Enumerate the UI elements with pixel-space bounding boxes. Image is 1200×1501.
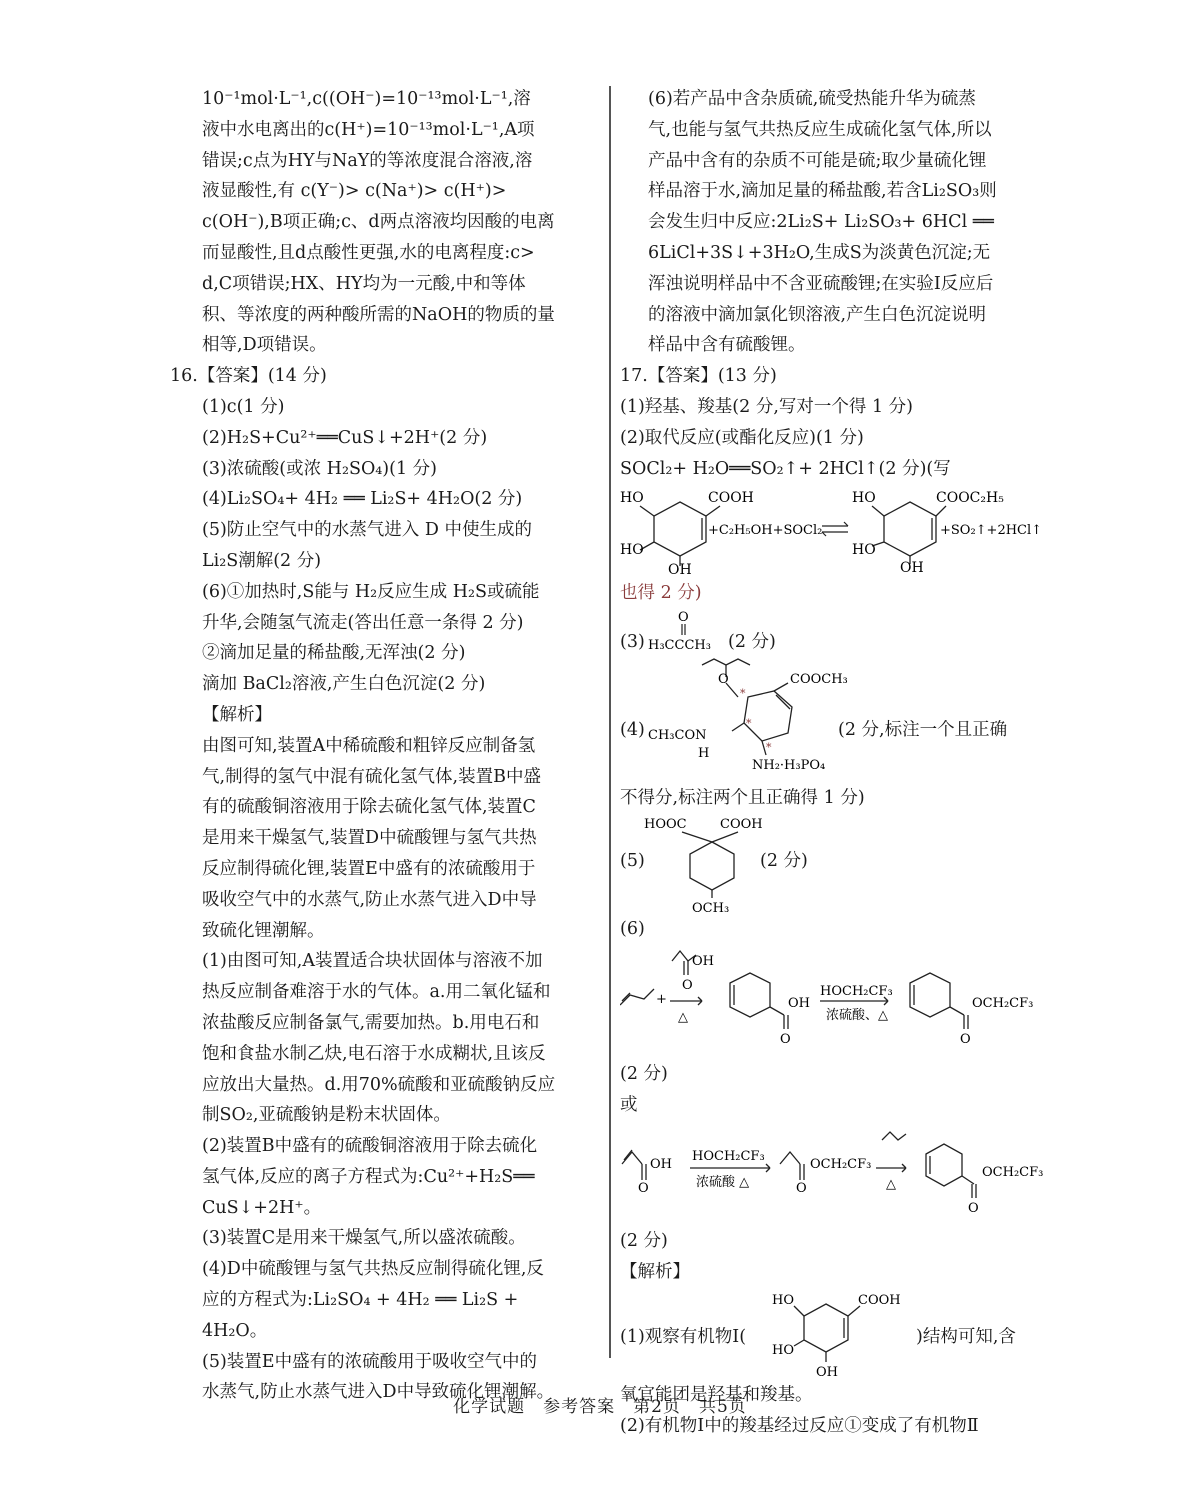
analysis-1b: )结构可知,含 xyxy=(916,1326,1016,1347)
text-line: 吸收空气中的水蒸气,防止水蒸气进入D中导 xyxy=(202,889,537,910)
cooch3-label: COOCH₃ xyxy=(790,672,848,688)
ho-label-3: HO xyxy=(852,490,876,507)
q17-3-label: (3) xyxy=(620,632,645,653)
product-structure xyxy=(872,502,946,564)
text-line: (1)由图可知,A装置适合块状固体与溶液不加 xyxy=(202,951,543,972)
text-line: 样品溶于水,滴加足量的稀盐酸,若含Li₂SO₃则 xyxy=(648,181,997,202)
acid-o: O xyxy=(780,1031,791,1047)
esterification-equation xyxy=(620,484,1048,574)
text-line: 而显酸性,且d点酸性更强,水的电离程度:c> xyxy=(202,242,535,263)
q16-answers xyxy=(172,392,600,700)
h2so4-condition-b: 浓硫酸 △ xyxy=(696,1175,750,1191)
text-line: 浑浊说明样品中不含亚硫酸锂;在实验Ⅰ反应后 xyxy=(648,273,994,294)
text-line: (3)装置C是用来干燥氢气,所以盛浓硫酸。 xyxy=(202,1228,526,1249)
q15-continuation xyxy=(172,84,600,361)
text-line: 的溶液中滴加氯化钡溶液,产生白色沉淀说明 xyxy=(648,304,987,325)
q17-3-points: (2 分) xyxy=(728,632,776,653)
oh-label-2: OH xyxy=(900,560,924,575)
text-line: 应的方程式为:Li₂SO₄ + 4H₂ ══ Li₂S + xyxy=(202,1290,519,1311)
ch3con-label: CH₃CON xyxy=(648,728,707,744)
text-line: 液显酸性,有 c(Y⁻)> c(Na⁺)> c(H⁺)> xyxy=(202,181,507,202)
acrylate-och2cf3: OCH₂CF₃ xyxy=(810,1157,872,1173)
acrylic-o-b: O xyxy=(638,1181,649,1197)
text-line: 浓盐酸反应制备氯气,需要加热。b.用电石和 xyxy=(202,1012,540,1033)
text-line: 滴加 BaCl₂溶液,产生白色沉淀(2 分) xyxy=(202,674,486,695)
ester-o: O xyxy=(960,1031,971,1047)
text-line: 6LiCl+3S↓+3H₂O,生成S为淡黄色沉淀;无 xyxy=(648,242,991,263)
compound-i-structure xyxy=(770,1288,910,1380)
q17-4-points: (2 分,标注一个且正确 xyxy=(838,720,1008,741)
plus-sign: + xyxy=(656,991,667,1007)
analysis-1c: 氧官能团是羟基和羧基。 xyxy=(620,1384,813,1405)
q17-6-label: (6) xyxy=(620,918,645,939)
h-label: H xyxy=(698,746,710,762)
text-line: Li₂S潮解(2 分) xyxy=(202,550,322,571)
q16-6-analysis xyxy=(620,84,1048,361)
hooc-label: HOOC xyxy=(644,816,687,832)
q17-answer-3 xyxy=(620,609,1048,657)
acid-oh: OH xyxy=(788,995,810,1011)
text-line: (1)c(1 分) xyxy=(202,396,285,417)
analysis-header: 【解析】 xyxy=(620,1262,690,1283)
q17-4-label: (4) xyxy=(620,720,645,741)
h2so4-condition: 浓硫酸、△ xyxy=(826,1007,888,1023)
q16-analysis xyxy=(172,731,600,1409)
q17-6-points-a: (2 分) xyxy=(620,1063,668,1084)
text-line: (5)装置E中盛有的浓硫酸用于吸收空气中的 xyxy=(202,1351,538,1372)
text-line: 升华,会随氢气流走(答出任意一条得 2 分) xyxy=(202,612,524,633)
text-line: 致硫化锂潮解。 xyxy=(202,920,325,941)
q17-answer-5 xyxy=(620,814,1048,914)
reagents: +C₂H₅OH+SOCl₂ xyxy=(708,523,823,539)
ester-och2cf3: OCH₂CF₃ xyxy=(972,995,1034,1011)
text-line: 产品中含有的杂质不可能是硫;取少量硫化锂 xyxy=(648,150,987,171)
products: +SO₂↑+2HCl↑ xyxy=(940,523,1043,539)
acrylic-oh: OH xyxy=(692,953,714,969)
heat-symbol: △ xyxy=(678,1009,688,1025)
cooh-label: COOH xyxy=(708,490,754,507)
text-line: (4)Li₂SO₄+ 4H₂ ══ Li₂S+ 4H₂O(2 分) xyxy=(202,489,523,510)
hoch2cf3-reagent: HOCH₂CF₃ xyxy=(820,983,893,999)
och3-label: OCH₃ xyxy=(692,900,730,914)
text-line: 是用来干燥氢气,装置D中硫酸锂与氢气共热 xyxy=(202,828,537,849)
text-line: c(OH⁻),B项正确;c、d两点溶液均因酸的电离 xyxy=(202,212,555,233)
ho-label: HO xyxy=(620,490,644,507)
q17-5-points: (2 分) xyxy=(760,850,808,871)
chiral-star-1: * xyxy=(740,687,746,701)
chiral-star-3: * xyxy=(766,741,772,755)
cooc2h5-label: COOC₂H₅ xyxy=(936,490,1004,507)
equilibrium-arrow xyxy=(822,522,848,536)
chiral-star-2: * xyxy=(746,717,752,731)
oseltamivir-structure xyxy=(642,657,852,783)
text-line: 应放出大量热。d.用70%硫酸和亚硫酸钠反应 xyxy=(202,1074,556,1095)
analysis-2: (2)有机物Ⅰ中的羧基经过反应①变成了有机物Ⅱ xyxy=(620,1415,979,1436)
nh2-label: NH₂·H₃PO₄ xyxy=(752,758,826,774)
q17-answer-1: (1)羟基、羧基(2 分,写对一个得 1 分) xyxy=(620,396,913,417)
ho-label-4: HO xyxy=(852,542,876,559)
acetone-formula: H₃CCCH₃ xyxy=(648,638,711,654)
product-och2cf3-b: OCH₂CF₃ xyxy=(982,1165,1044,1181)
text-line: 氢气体,反应的离子方程式为:Cu²⁺+H₂S══ xyxy=(202,1166,535,1187)
product-o-b: O xyxy=(968,1201,979,1217)
text-line: 4H₂O。 xyxy=(202,1320,268,1341)
q17-header: 17.【答案】(13 分) xyxy=(620,366,777,387)
acetone-structure xyxy=(648,609,738,657)
hoch2cf3-reagent-b: HOCH₂CF₃ xyxy=(692,1149,765,1165)
synthesis-route-a xyxy=(620,945,1048,1055)
text-line: 热反应制备难溶于水的气体。a.用二氧化锰和 xyxy=(202,982,551,1003)
text-line: (2)装置B中盛有的硫酸铜溶液用于除去硫化 xyxy=(202,1136,538,1157)
q16-analysis-header: 【解析】 xyxy=(202,704,272,725)
text-line: 10⁻¹mol·L⁻¹,c((OH⁻)=10⁻¹³mol·L⁻¹,溶 xyxy=(202,89,531,109)
i-ho-2: HO xyxy=(772,1342,794,1358)
heat-symbol-b: △ xyxy=(886,1177,896,1193)
right-column xyxy=(620,84,1048,1442)
q17-6-points-b: (2 分) xyxy=(620,1231,668,1252)
text-line: ②滴加足量的稀盐酸,无浑浊(2 分) xyxy=(202,643,466,664)
acrylic-o: O xyxy=(682,977,693,993)
text-line: 样品中含有硫酸锂。 xyxy=(648,335,806,356)
ether-o: O xyxy=(718,672,729,688)
text-line: 积、等浓度的两种酸所需的NaOH的物质的量 xyxy=(202,304,555,325)
text-line: (3)浓硫酸(或浓 H₂SO₄)(1 分) xyxy=(202,458,437,479)
acetone-o: O xyxy=(678,610,689,626)
left-column xyxy=(172,84,600,1408)
acrylate-o: O xyxy=(796,1181,807,1197)
q17-4-tail: 不得分,标注两个且正确得 1 分) xyxy=(620,788,865,809)
i-cooh: COOH xyxy=(858,1292,901,1308)
text-line: (6)①加热时,S能与 H₂反应生成 H₂S或硫能 xyxy=(202,581,540,602)
text-line: CuS↓+2H⁺。 xyxy=(202,1197,322,1218)
text-line: 制SO₂,亚硫酸钠是粉末状固体。 xyxy=(202,1105,451,1126)
text-line: (5)防止空气中的水蒸气进入 D 中使生成的 xyxy=(202,520,532,541)
text-line: 有的硫酸铜溶液用于除去硫化氢气体,装置C xyxy=(202,797,536,818)
q16-header: 16.【答案】(14 分) xyxy=(170,366,327,387)
oh-label: OH xyxy=(668,562,692,575)
text-line: 会发生归中反应:2Li₂S+ Li₂SO₃+ 6HCl ══ xyxy=(648,212,994,233)
text-line: 气,制得的氢气中混有硫化氢气体,装置B中盛 xyxy=(202,766,541,787)
text-line: 液中水电离出的c(H⁺)=10⁻¹³mol·L⁻¹,A项 xyxy=(202,119,535,140)
i-oh: OH xyxy=(816,1364,838,1380)
text-line: 反应制得硫化锂,装置E中盛有的浓硫酸用于 xyxy=(202,858,536,879)
q17-answer-2: (2)取代反应(或酯化反应)(1 分) xyxy=(620,427,864,448)
text-line: (6)若产品中含杂质硫,硫受热能升华为硫蒸 xyxy=(648,89,976,109)
text-line: 由图可知,装置A中稀硫酸和粗锌反应制备氢 xyxy=(202,735,536,756)
text-line: 水蒸气,防止水蒸气进入D中导致硫化锂潮解。 xyxy=(202,1382,555,1403)
text-line: 相等,D项错误。 xyxy=(202,335,327,356)
cooh-label-2: COOH xyxy=(720,816,763,832)
text-line: 气,也能与氢气共热反应生成硫化氢气体,所以 xyxy=(648,119,992,140)
text-line: 饱和食盐水制乙炔,电石溶于水成糊状,且该反 xyxy=(202,1043,546,1064)
acrylic-oh-b: OH xyxy=(650,1157,672,1173)
q17-5-label: (5) xyxy=(620,850,645,871)
analysis-1a: (1)观察有机物Ⅰ( xyxy=(620,1326,747,1347)
analysis-1 xyxy=(620,1288,1048,1380)
text-line: (4)D中硫酸锂与氢气共热反应制得硫化锂,反 xyxy=(202,1259,544,1280)
q17-6-or: 或 xyxy=(620,1094,638,1115)
column-divider xyxy=(609,86,611,1358)
text-line: d,C项错误;HX、HY均为一元酸,中和等体 xyxy=(202,273,526,294)
q17-equation-socl2: SOCl₂+ H₂O══SO₂↑+ 2HCl↑(2 分)(写 xyxy=(620,458,951,479)
page-footer: 化学试题 参考答案 第2页 共5页 xyxy=(453,1397,747,1417)
q17-2-tail: 也得 2 分) xyxy=(620,583,702,604)
synthesis-route-b xyxy=(620,1130,1048,1222)
i-ho-1: HO xyxy=(772,1292,794,1308)
text-line: (2)H₂S+Cu²⁺══CuS↓+2H⁺(2 分) xyxy=(202,427,488,448)
ho-label-2: HO xyxy=(620,542,644,559)
q17-answer-4 xyxy=(620,657,1048,783)
text-line: 错误;c点为HY与NaY的等浓度混合溶液,溶 xyxy=(202,150,533,171)
